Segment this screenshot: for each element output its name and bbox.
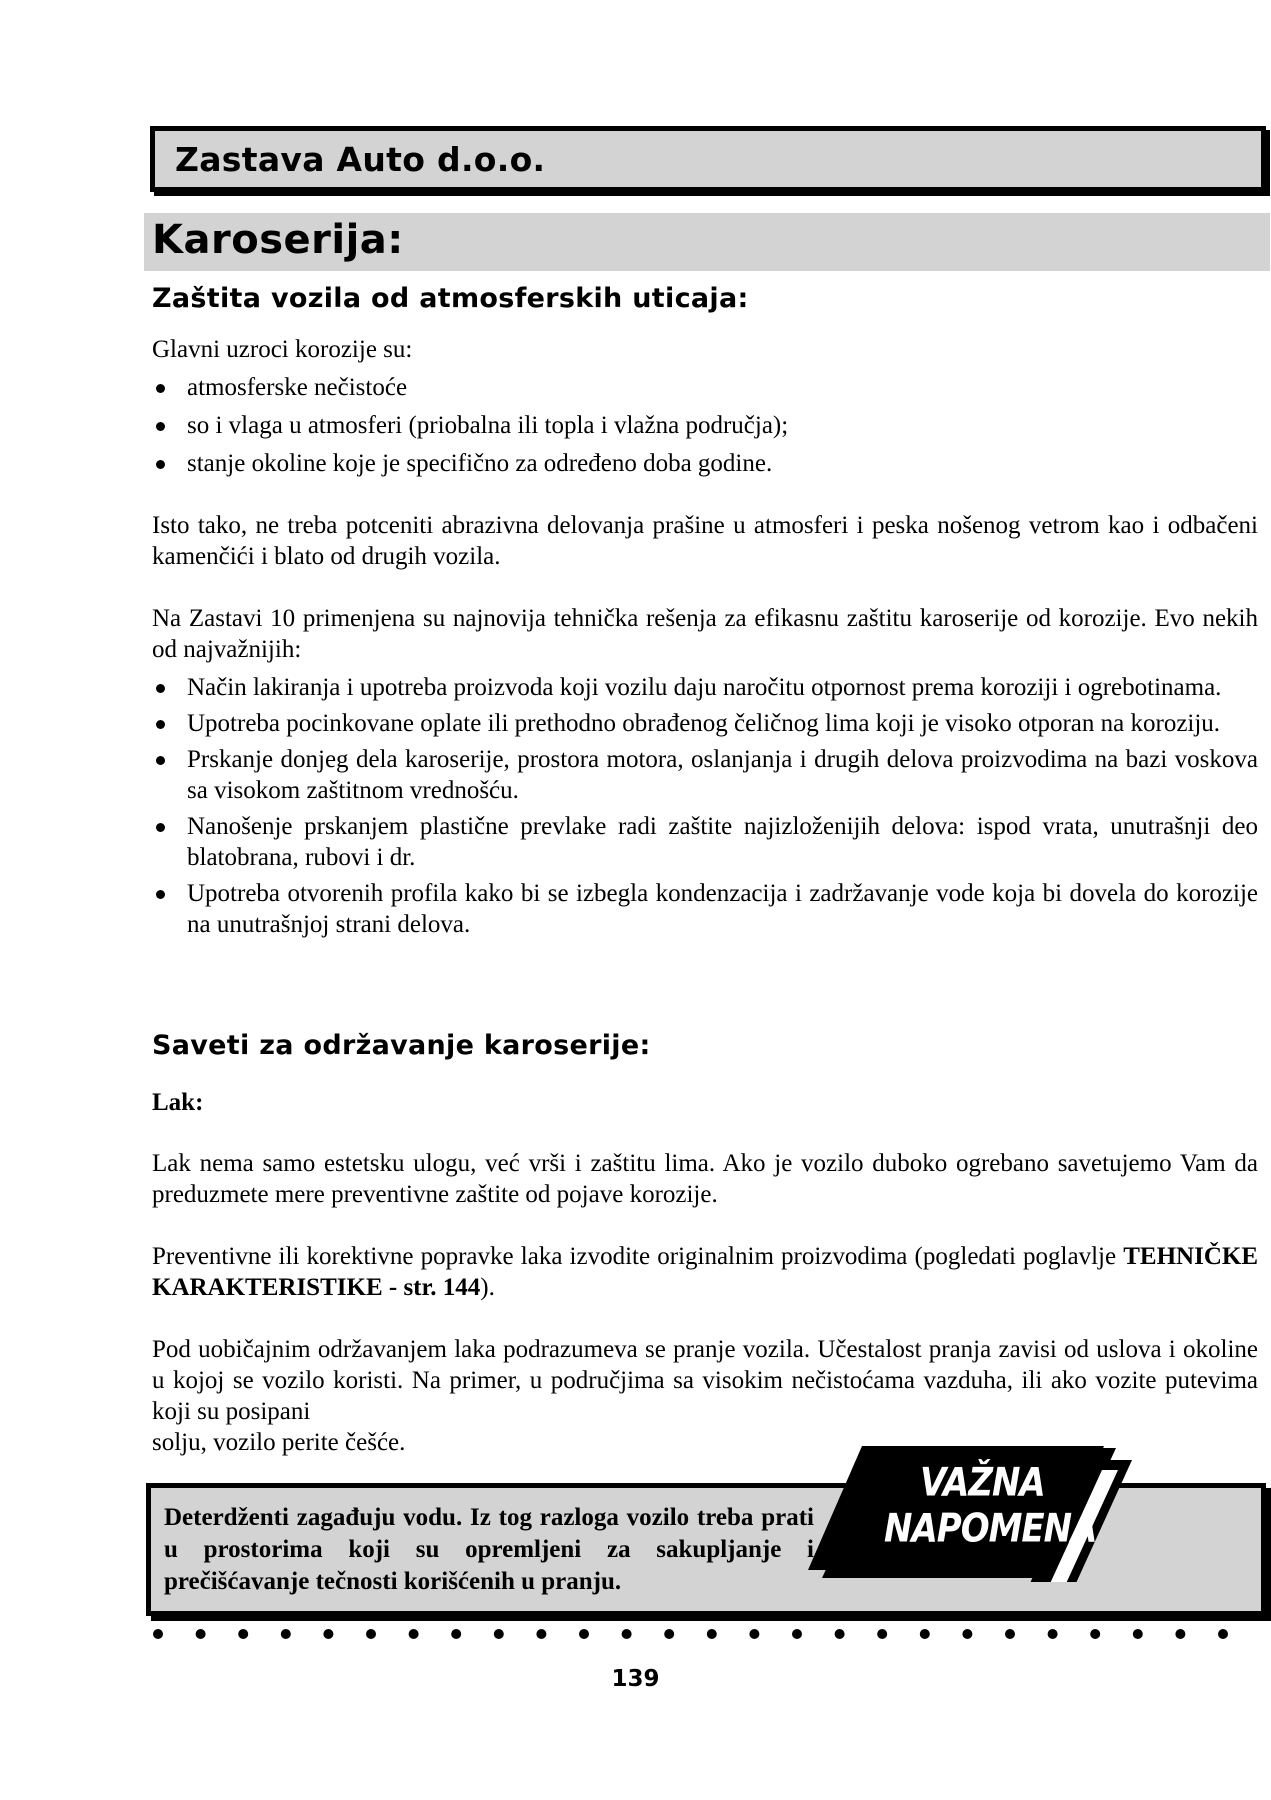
list-item: Nanošenje prskanjem plastične prevlake radi zaštite najizloženijih delova: ispod vrata, unutrašnji deo blatobrana, rubovi i dr.	[152, 811, 1258, 873]
lak-label: Lak:	[152, 1089, 204, 1116]
list-item: stanje okoline koje je specifično za određeno doba godine.	[152, 448, 1258, 479]
list-item: Upotreba otvorenih profila kako bi se izbegla kondenzacija i zadržavanje vode koja bi dovela do korozije na unutrašnjoj strani delova.	[152, 878, 1258, 940]
maintenance-heading: Saveti za održavanje karoserije:	[152, 1030, 651, 1061]
lak-paragraph-2	[152, 1241, 1258, 1303]
section-title-bar	[144, 213, 1270, 271]
dotted-separator	[152, 1628, 1271, 1640]
separator-dot	[153, 1629, 163, 1639]
list-item: Način lakiranja i upotreba proizvoda koji vozilu daju naročitu otpornost prema koroziji i ogrebotinama.	[152, 672, 1258, 703]
solutions-intro: Na Zastavi 10 primenjena su najnovija tehnička rešenja za efikasnu zaštitu karoserije od korozije. Evo nekih od najvažnijih:	[152, 605, 1258, 663]
separator-dot	[664, 1629, 674, 1639]
separator-dot	[536, 1629, 546, 1639]
separator-dot	[1090, 1629, 1100, 1639]
separator-dot	[1005, 1629, 1015, 1639]
protection-heading: Zaštita vozila od atmosferskih uticaja:	[152, 283, 749, 314]
separator-dot	[835, 1629, 845, 1639]
separator-dot	[622, 1629, 632, 1639]
separator-dot	[281, 1629, 291, 1639]
important-note-badge	[802, 1442, 1132, 1582]
paragraph-text: ).	[480, 1274, 495, 1301]
separator-dot	[409, 1629, 419, 1639]
note-text: Deterdženti zagađuju vodu. Iz tog razloga vozilo treba prati u prostorima koji su opremljeni za sakupljanje i prečišćavanje tečnosti korišćenih u pranju.	[164, 1504, 814, 1595]
badge-line-2: NAPOMENA	[884, 1506, 1097, 1552]
separator-dot	[749, 1629, 759, 1639]
causes-list	[152, 372, 1258, 486]
list-item: atmosferske nečistoće	[152, 372, 1258, 403]
separator-dot	[323, 1629, 333, 1639]
list-item: so i vlaga u atmosferi (priobalna ili topla i vlažna područja);	[152, 410, 1258, 441]
company-name: Zastava Auto d.o.o.	[175, 140, 546, 179]
section-title: Karoserija:	[152, 217, 404, 263]
lak-paragraph-1: Lak nema samo estetsku ulogu, već vrši i zaštitu lima. Ako je vozilo duboko ogrebano savetujemo Vam da preduzmete mere preventivne zaštite od pojave korozije.	[152, 1150, 1258, 1208]
separator-dot	[238, 1629, 248, 1639]
page-number: 139	[611, 1666, 660, 1692]
separator-dot	[494, 1629, 504, 1639]
separator-dot	[1218, 1629, 1228, 1639]
separator-dot	[196, 1629, 206, 1639]
company-header-box	[150, 126, 1266, 192]
separator-dot	[877, 1629, 887, 1639]
lak-paragraph-3-tail: solju, vozilo perite češće.	[152, 1429, 406, 1456]
separator-dot	[707, 1629, 717, 1639]
abrasion-paragraph: Isto tako, ne treba potceniti abrazivna delovanja prašine u atmosferi i peska nošenog vetrom kao i odbačeni kamenčići i blato od drugih vozila.	[152, 512, 1258, 570]
badge-line-1: VAŽNA	[920, 1460, 1045, 1506]
separator-dot	[962, 1629, 972, 1639]
lak-paragraph-3: Pod uobičajnim održavanjem laka podrazumeva se pranje vozila. Učestalost pranja zavisi od uslova i okoline u kojoj se vozilo koristi. Na primer, u područjima sa visokim nečistoćama vazduha, ili ako vozite putevima koji su posipani	[152, 1336, 1258, 1425]
chapter-reference: TEHNIČKE KARAKTERISTIKE - str. 144	[152, 1243, 1258, 1301]
separator-dot	[451, 1629, 461, 1639]
list-item: Prskanje donjeg dela karoserije, prostora motora, oslanjanja i drugih delova proizvodima na bazi voskova sa visokom zaštitnom vrednošću.	[152, 744, 1258, 806]
list-item: Upotreba pocinkovane oplate ili prethodno obrađenog čeličnog lima koji je visoko otporan na koroziju.	[152, 708, 1258, 739]
solutions-list	[152, 672, 1258, 945]
separator-dot	[792, 1629, 802, 1639]
separator-dot	[1175, 1629, 1185, 1639]
separator-dot	[579, 1629, 589, 1639]
separator-dot	[1048, 1629, 1058, 1639]
separator-dot	[1133, 1629, 1143, 1639]
separator-dot	[366, 1629, 376, 1639]
causes-intro: Glavni uzroci korozije su:	[152, 336, 413, 363]
separator-dot	[920, 1629, 930, 1639]
paragraph-text: Preventivne ili korektivne popravke laka izvodite originalnim proizvodima (pogledati poglavlje	[152, 1243, 1124, 1270]
